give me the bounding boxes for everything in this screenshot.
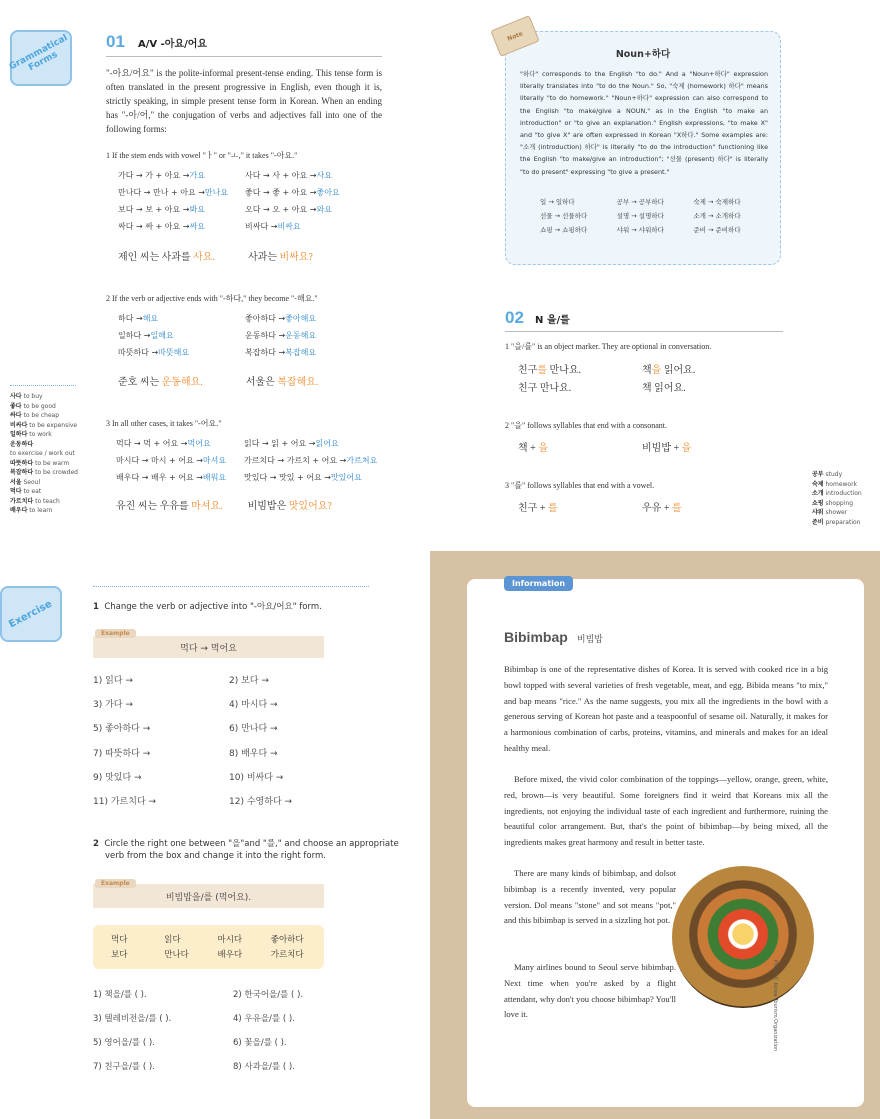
divider — [106, 56, 382, 57]
conj-left: 먹다 → 먹 + 어요 →먹어요 — [116, 439, 211, 448]
vocab-item: 좋다 to be good — [10, 402, 56, 410]
exercise-item[interactable]: 2) 보다 → — [229, 676, 269, 686]
conj-right: 사다 → 사 + 아요 →사요 — [245, 171, 332, 180]
rule-1-examples — [118, 170, 388, 238]
conjugation-row — [118, 221, 388, 238]
exercise-item[interactable]: 3) 텔레비전을/를 ( ). — [93, 1014, 172, 1024]
section-number: 02 — [505, 308, 524, 327]
exercise-item[interactable]: 2) 한국어을/를 ( ). — [233, 990, 304, 1000]
word-option: 마시다 — [217, 935, 243, 945]
note-word: 숙제 → 숙제하다 — [693, 198, 741, 206]
exercise-row — [93, 673, 373, 697]
conjugation-row — [118, 187, 388, 204]
example-sentence-2: 준호 씨는 운동해요. 서울은 복잡해요. — [118, 377, 319, 388]
exercise-item[interactable]: 1) 책을/를 ( ). — [93, 990, 147, 1000]
example-label: Example — [95, 879, 136, 888]
exercise-item[interactable]: 7) 친구을/를 ( ). — [93, 1062, 155, 1072]
bibimbap-photo — [672, 866, 814, 1008]
note-word: 공부 → 공부하다 — [616, 198, 664, 206]
example-text: 먹다 → 먹어요 — [180, 644, 237, 654]
exercise-item[interactable]: 5) 좋아하다 → — [93, 724, 151, 735]
word-box-row — [93, 945, 324, 960]
example-3a: 친구 + 를 — [518, 503, 558, 514]
exercise-item[interactable]: 3) 가다 → — [93, 700, 133, 711]
conj-left: 따뜻하다 →따뜻해요 — [118, 348, 190, 357]
section-number: 01 — [106, 32, 125, 51]
note-word: 설명 → 설명하다 — [616, 212, 664, 220]
conj-left: 하다 →해요 — [118, 314, 159, 323]
conj-left: 보다 → 보 + 아요 →봐요 — [118, 205, 205, 214]
grammatical-forms-badge: Grammatical Forms — [10, 30, 72, 86]
exercise-row — [93, 794, 373, 818]
info-paragraph-4: Many airlines bound to Seoul serve bibimbap. Next time when you're asked by a flight attendant, why don't you choose bibimbap? You'll love it. — [504, 962, 676, 1020]
rule-3: 3 "를" follows syllables that end with a vowel. — [505, 481, 655, 490]
rule-1: 1 If the stem ends with vowel "ㅏ" or "ㅗ," it takes "-아요." — [106, 151, 298, 160]
vocab-item: 소개 introduction — [812, 490, 862, 497]
vocab-item: 서울 Seoul — [10, 478, 41, 486]
example-sentence-1: 제인 씨는 사과를 사요. 사과는 비싸요? — [118, 252, 313, 263]
note-word: 일 → 일하다 — [540, 198, 575, 206]
example-sentence-3: 유진 씨는 우유를 마셔요. 비빔밥은 맛있어요? — [116, 501, 332, 512]
photo-credit: Photo © Korea Tourism Organization — [772, 960, 778, 1052]
exercise-1-items — [93, 673, 373, 818]
conjugation-row — [116, 455, 396, 472]
vocab-item: 공부 study — [812, 471, 843, 478]
exercise-item[interactable]: 12) 수영하다 → — [229, 796, 293, 807]
info-paragraph-1: Bibimbap is one of the representative dishes of Korea. It is served with cooked rice in a big bowl topped with several varieties of fresh vegetable, meat, and egg. Bibida means "to mix," and bap means "rice." As the name suggests, you mix all the ingredients in the bowl with a generous serving of Korean hot paste and a teaspoonful of sesame oil. Naturally, it makes for a harmonious combination of carbs, proteins, vitamins, and minerals and makes for an ideal healthy meal. — [504, 664, 828, 753]
exercise-item[interactable]: 9) 맛있다 → — [93, 772, 142, 783]
vocab-item: 준비 preparation — [812, 518, 861, 526]
vocab-item: 비싸다 to be expensive — [10, 421, 78, 429]
conj-right: 읽다 → 읽 + 어요 →읽어요 — [244, 439, 339, 448]
rule-2-examples — [118, 313, 388, 364]
note-tag: Note — [490, 15, 539, 57]
conj-left: 싸다 → 싸 + 아요 →싸요 — [118, 222, 205, 231]
exercise-item[interactable]: 11) 가르치다 → — [93, 796, 157, 807]
conjugation-row — [118, 313, 388, 330]
word-option: 먹다 — [111, 935, 128, 945]
word-option: 배우다 — [217, 950, 243, 960]
conj-left: 마시다 → 마시 + 어요 →마셔요 — [116, 456, 227, 465]
vocab-item: 따뜻하다 to be warm — [10, 459, 70, 467]
example-2a: 책 + 을 — [518, 443, 548, 454]
example-line-1: 친구를 만나요. — [518, 365, 581, 376]
exercise-badge: Exercise — [0, 586, 62, 642]
vocab-item: 복잡하다 to be crowded — [10, 469, 78, 476]
conjugation-row — [118, 204, 388, 221]
word-option: 보다 — [111, 950, 128, 960]
note-word: 쇼핑 → 쇼핑하다 — [540, 226, 588, 234]
word-box — [93, 925, 324, 969]
info-title: Bibimbap 비빔밥 — [504, 629, 603, 645]
exercise-2-items — [93, 988, 383, 1084]
vocab-item: 사다 to buy — [10, 393, 43, 400]
note-word: 소개 → 소개하다 — [693, 212, 741, 220]
exercise-item[interactable]: 4) 마시다 → — [229, 700, 278, 711]
exercise-item[interactable]: 4) 우유을/를 ( ). — [233, 1014, 295, 1024]
word-option: 좋아하다 — [270, 935, 304, 945]
exercise-1-example-box — [93, 636, 324, 658]
note-body: "하다" corresponds to the English "to do." And a "Noun+하다" expression literally translates into "to do the Noun." So, "숙제 (homework) 하다" means literally "to do homework." "Noun+하다" expression can also correspond to the English "to make/give a NOUN," as in the English "to make an introduction" or "to give an explanation." English expressions, "to make X" and "to give X" are often expressed in Korean "X하다." Some examples are: "소개 (introduction) 하다" is literally "to do the introduction" functioning like the English "to make/give an introduction"; "선물 (present) 하다" is literally "to do present" expressing "to give a present." — [520, 70, 768, 176]
conj-right: 비싸다 →비싸요 — [245, 222, 301, 231]
vocab-item: 먹다 to eat — [10, 488, 42, 495]
word-box-row — [93, 925, 324, 945]
exercise-row — [93, 1036, 383, 1060]
vocab-item: 배우다 to learn — [10, 507, 53, 514]
rule-2: 2 If the verb or adjective ends with "-하다," they become "-해요." — [106, 294, 318, 303]
conj-right: 맛있다 → 맛있 + 어요 →맛있어요 — [244, 473, 362, 482]
info-paragraph-3: There are many kinds of bibimbap, and dolsot bibimbap is a recently invented, very popular version. Dol means "stone" and sot means "pot," and this bibimbap is served in a sizzling hot pot. — [504, 868, 676, 926]
note-word-row — [540, 225, 770, 239]
vocab-item: 가르치다 to teach — [10, 497, 60, 505]
example-line-2b: 책 읽어요. — [642, 383, 686, 394]
example-3b: 우유 + 를 — [642, 503, 682, 514]
word-option: 만나다 — [164, 950, 189, 960]
vocab-item: 샤워 shower — [812, 509, 848, 516]
conj-right: 운동하다 →운동해요 — [245, 331, 317, 340]
conjugation-row — [118, 170, 388, 187]
exercise-1-title: 1 Change the verb or adjective into "-아요/어요" form. — [93, 602, 322, 612]
intro-paragraph: "-아요/어요" is the polite-informal present-tense ending. This tense form is often translated in the present progressive in English, even though it is, strictly speaking, in simple present tense form in Korean. When an ending has "-아/어," the conjugation of verbs and adjectives fall into one of the following forms: — [106, 68, 382, 134]
rule-3: 3 In all other cases, it takes "-어요." — [106, 419, 222, 428]
exercise-item[interactable]: 8) 배우다 → — [229, 748, 278, 759]
note-word: 선물 → 선물하다 — [540, 212, 588, 220]
exercise-item[interactable]: 10) 비싸다 → — [229, 772, 284, 783]
divider — [505, 331, 783, 332]
exercise-row — [93, 746, 373, 770]
exercise-row — [93, 770, 373, 794]
conj-right: 좋다 → 좋 + 아요 →좋아요 — [245, 188, 340, 197]
vocab-item: to exercise / work out — [10, 450, 75, 457]
section-02-header — [505, 308, 783, 332]
exercise-divider — [93, 586, 369, 587]
conj-left: 배우다 → 배우 + 어요 →배워요 — [116, 473, 227, 482]
note-word-row — [540, 211, 770, 225]
conj-right: 오다 → 오 + 아요 →와요 — [245, 205, 332, 214]
note-title: Noun+하다 — [615, 49, 671, 60]
conjugation-row — [116, 438, 396, 455]
info-paragraph-2: Before mixed, the vivid color combination of the toppings—yellow, orange, green, white, red, brown—is very beautiful. Some foreigners find it weird that Koreans mix all the ingredients, not enjoying the individual taste of each ingredient and furthermore, ruining the beautiful color arrangement. But, that's the point of bibimbap—by being mixed, all the ingredients makes great harmony and result in better taste. — [504, 774, 828, 848]
conj-left: 일하다 →일해요 — [118, 331, 174, 340]
example-label: Example — [95, 629, 136, 638]
section-01-header — [106, 32, 382, 57]
vocab-list-right — [812, 470, 878, 527]
conj-left: 가다 → 가 + 아요 →가요 — [118, 171, 205, 180]
example-text: 비빔밥을/를 (먹어요). — [165, 893, 252, 903]
exercise-row — [93, 697, 373, 721]
vocab-item: 숙제 homework — [812, 480, 858, 488]
exercise-row — [93, 988, 383, 1012]
conj-right: 좋아하다 →좋아해요 — [245, 314, 317, 323]
conjugation-row — [118, 330, 388, 347]
exercise-item[interactable]: 6) 만나다 → — [229, 724, 278, 735]
vocab-item: 일하다 to work — [10, 431, 52, 438]
note-word-grid — [540, 197, 770, 239]
vocab-divider — [10, 385, 76, 386]
example-line-2: 친구 만나요. — [518, 383, 572, 394]
vocab-item: 운동하다 — [10, 440, 34, 448]
conj-left: 만나다 → 만나 + 아요 →만나요 — [118, 188, 229, 197]
exercise-item[interactable]: 6) 꽃을/를 ( ). — [233, 1038, 287, 1048]
rule-3-examples — [116, 438, 396, 489]
conjugation-row — [118, 347, 388, 364]
word-option: 가르치다 — [270, 950, 304, 960]
exercise-row — [93, 1012, 383, 1036]
vocab-list-left — [10, 392, 100, 516]
rule-1: 1 "을/를" is an object marker. They are optional in conversation. — [505, 342, 712, 351]
conjugation-row — [116, 472, 396, 489]
example-line-1b: 책을 읽어요. — [642, 365, 696, 376]
section-title: A/V -아요/어요 — [138, 39, 208, 50]
rule-2: 2 "을" follows syllables that end with a consonant. — [505, 421, 668, 430]
vocab-item: 쇼핑 shopping — [812, 499, 853, 507]
exercise-item[interactable]: 7) 따뜻하다 → — [93, 748, 151, 759]
exercise-item[interactable]: 8) 사과을/를 ( ). — [233, 1062, 295, 1072]
vocab-item: 싸다 to be cheap — [10, 412, 60, 419]
word-option: 읽다 — [164, 935, 181, 945]
note-word: 샤워 → 샤워하다 — [616, 226, 664, 234]
info-tag: Information — [504, 576, 573, 591]
section-title: N 을/를 — [535, 315, 570, 326]
exercise-item[interactable]: 1) 읽다 → — [93, 676, 133, 686]
exercise-2-title: 2 Circle the right one between "을"and "를," and choose an appropriate verb from the box and change it into the right form. — [93, 839, 399, 861]
note-word-row — [540, 197, 770, 211]
exercise-row — [93, 721, 373, 745]
note-word: 준비 → 준비하다 — [693, 226, 741, 234]
example-2b: 비빔밥 + 을 — [642, 443, 692, 454]
conj-right: 복잡하다 →복잡해요 — [245, 348, 317, 357]
conj-right: 가르치다 → 가르치 + 어요 →가르쳐요 — [244, 456, 378, 465]
exercise-row — [93, 1060, 383, 1084]
exercise-item[interactable]: 5) 영어을/를 ( ). — [93, 1038, 155, 1048]
